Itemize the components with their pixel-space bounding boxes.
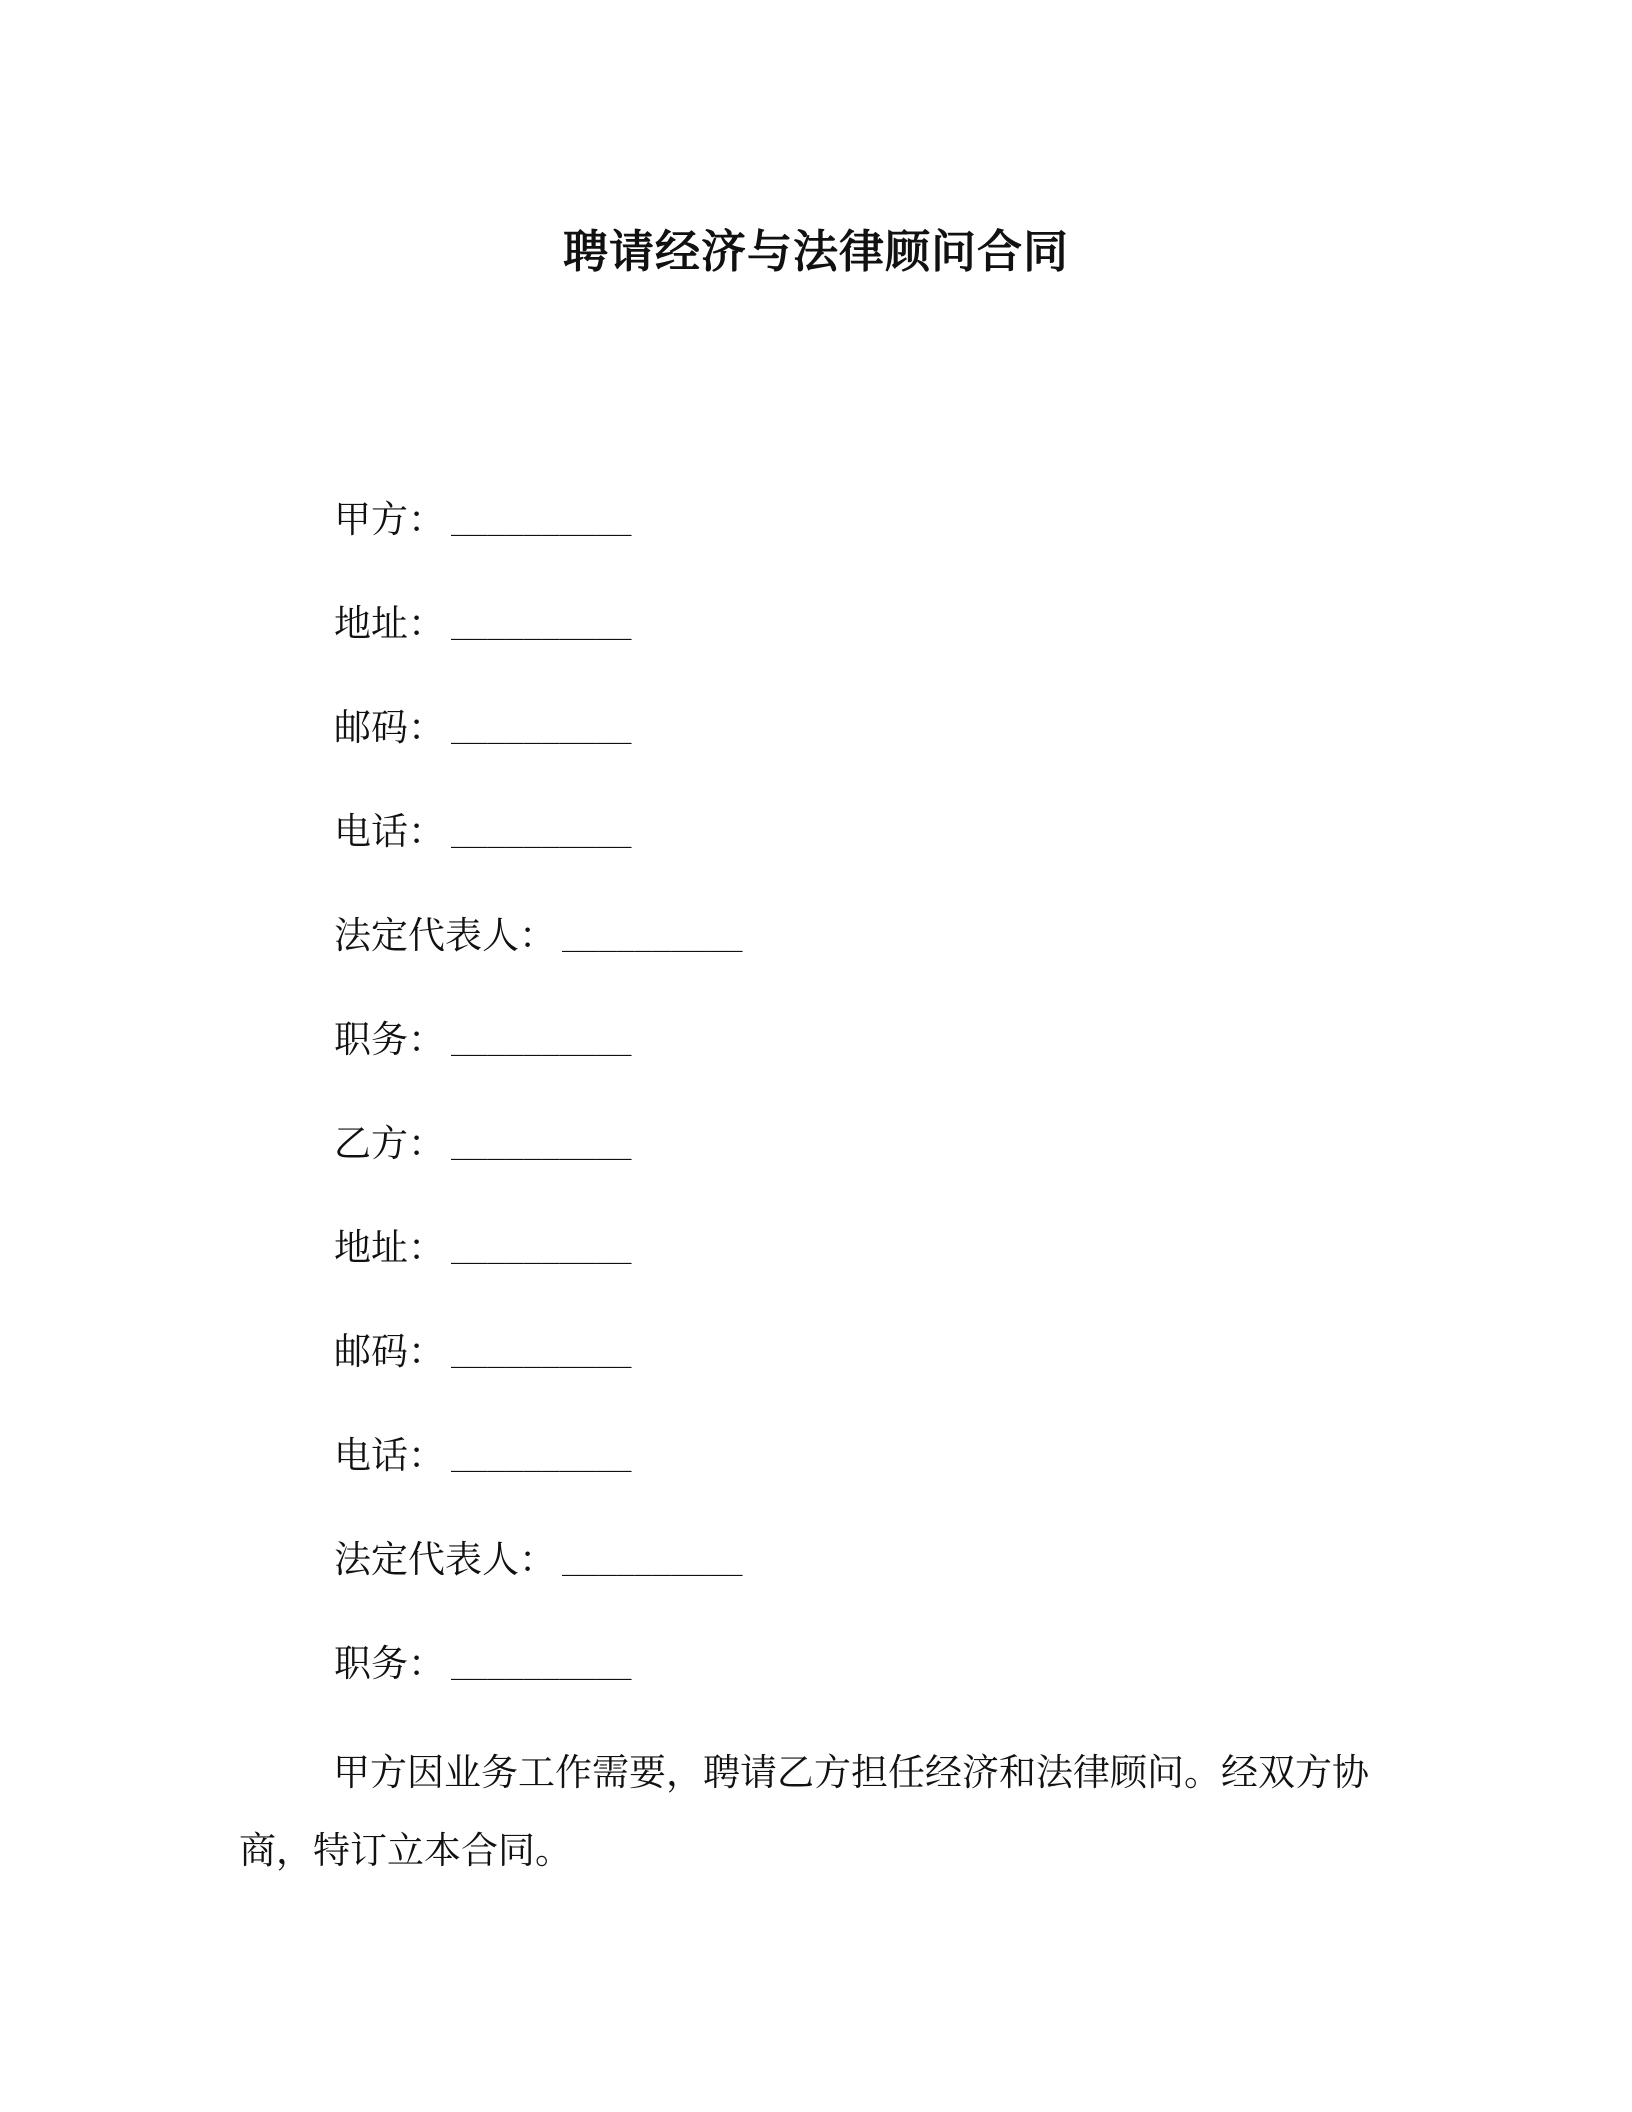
field-row-party-a-address: [334, 596, 743, 700]
fill-in-blank: __________: [451, 1334, 632, 1369]
field-row-party-b: [334, 1116, 743, 1220]
field-label: 邮码: [334, 706, 408, 749]
fill-in-blank: __________: [451, 502, 632, 537]
field-label: 电话: [334, 1434, 408, 1477]
fill-in-blank: __________: [562, 918, 743, 953]
field-colon: ：: [519, 1538, 556, 1581]
field-row-party-a-legal-rep: [334, 908, 743, 1012]
field-colon: ：: [408, 1330, 445, 1373]
party-info-list: [334, 492, 743, 1740]
field-label: 地址: [334, 602, 408, 645]
field-row-party-b-position: [334, 1636, 743, 1740]
field-row-party-a-postcode: [334, 700, 743, 804]
field-row-party-b-address: [334, 1220, 743, 1324]
field-colon: ：: [408, 1434, 445, 1477]
fill-in-blank: __________: [451, 1230, 632, 1265]
field-colon: ：: [408, 1226, 445, 1269]
fill-in-blank: __________: [451, 1438, 632, 1473]
field-row-party-a-phone: [334, 804, 743, 908]
fill-in-blank: __________: [451, 1126, 632, 1161]
field-row-party-b-postcode: [334, 1324, 743, 1428]
field-label: 乙方: [334, 1122, 408, 1165]
field-label: 邮码: [334, 1330, 408, 1373]
field-row-party-b-legal-rep: [334, 1532, 743, 1636]
fill-in-blank: __________: [451, 606, 632, 641]
field-label: 职务: [334, 1018, 408, 1061]
field-colon: ：: [408, 810, 445, 853]
field-colon: ：: [408, 1018, 445, 1061]
fill-in-blank: __________: [451, 1646, 632, 1681]
field-row-party-a-position: [334, 1012, 743, 1116]
fill-in-blank: __________: [562, 1542, 743, 1577]
intro-paragraph: 甲方因业务工作需要，聘请乙方担任经济和法律顾问。经双方协商，特订立本合同。: [239, 1751, 1369, 1872]
field-colon: ：: [408, 706, 445, 749]
field-label: 法定代表人: [334, 914, 519, 957]
fill-in-blank: __________: [451, 1022, 632, 1057]
field-colon: ：: [519, 914, 556, 957]
field-label: 电话: [334, 810, 408, 853]
document-title: 聘请经济与法律顾问合同: [562, 225, 1069, 278]
fill-in-blank: __________: [451, 710, 632, 745]
fill-in-blank: __________: [451, 814, 632, 849]
field-label: 法定代表人: [334, 1538, 519, 1581]
field-colon: ：: [408, 1122, 445, 1165]
field-row-party-b-phone: [334, 1428, 743, 1532]
field-colon: ：: [408, 498, 445, 541]
field-label: 地址: [334, 1226, 408, 1269]
field-label: 职务: [334, 1642, 408, 1685]
field-label: 甲方: [334, 498, 408, 541]
field-colon: ：: [408, 1642, 445, 1685]
field-colon: ：: [408, 602, 445, 645]
field-row-party-a: [334, 492, 743, 596]
